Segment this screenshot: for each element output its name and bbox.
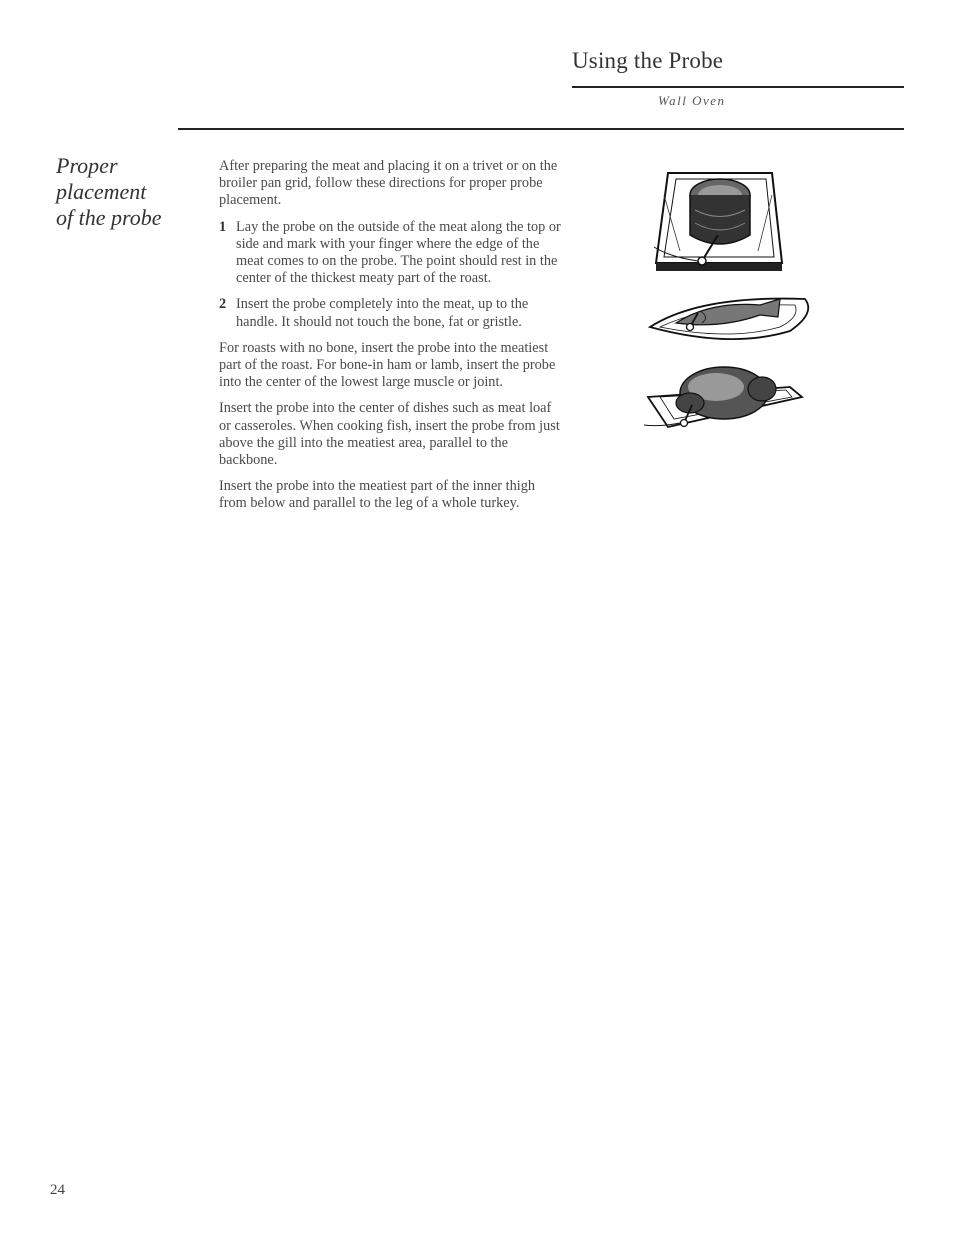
section-heading-line: Proper: [56, 153, 118, 178]
page-subtitle: Wall Oven: [658, 93, 726, 108]
body-paragraph: Insert the probe into the meatiest part of the inner thigh from below and parallel to the leg of a whole turkey.: [219, 478, 536, 512]
body-paragraph: Insert the probe into the center of dishes such as meat loaf or casseroles. When cooking fish, insert the probe from just above the gill into the meatiest area, parallel to the backbone.: [219, 400, 560, 469]
header-divider: [572, 86, 904, 88]
page-number: 24: [50, 1182, 65, 1198]
section-heading: [56, 153, 181, 231]
section-heading-line: of the probe: [56, 205, 162, 230]
roast-in-pan-illustration: [640, 165, 820, 277]
step-number: 1: [219, 218, 227, 235]
turkey-on-platter-illustration: [640, 357, 820, 447]
section-heading-line: placement: [56, 179, 147, 204]
step-text: Lay the probe on the outside of the meat along the top or side and mark with your finger where the edge of the meat comes to on the probe. The point should rest in the center of the thickest meaty part of the roast.: [236, 218, 561, 287]
body-paragraph: For roasts with no bone, insert the probe into the meatiest part of the roast. For bone-in ham or lamb, insert the probe into the center of the lowest large muscle or joint.: [219, 339, 556, 391]
body-text: [219, 158, 564, 522]
illustrations: [640, 165, 820, 445]
step-number: 2: [219, 296, 227, 313]
section-divider: [178, 128, 904, 130]
fish-on-platter-illustration: [640, 287, 820, 349]
intro-paragraph: After preparing the meat and placing it on a trivet or on the broiler pan grid, follow these directions for proper probe placement.: [219, 158, 558, 209]
step-text: Insert the probe completely into the meat, up to the handle. It should not touch the bone, fat or gristle.: [236, 296, 529, 330]
step-item: [219, 296, 564, 330]
step-item: [219, 219, 564, 288]
page-title: Using the Probe: [572, 48, 724, 73]
